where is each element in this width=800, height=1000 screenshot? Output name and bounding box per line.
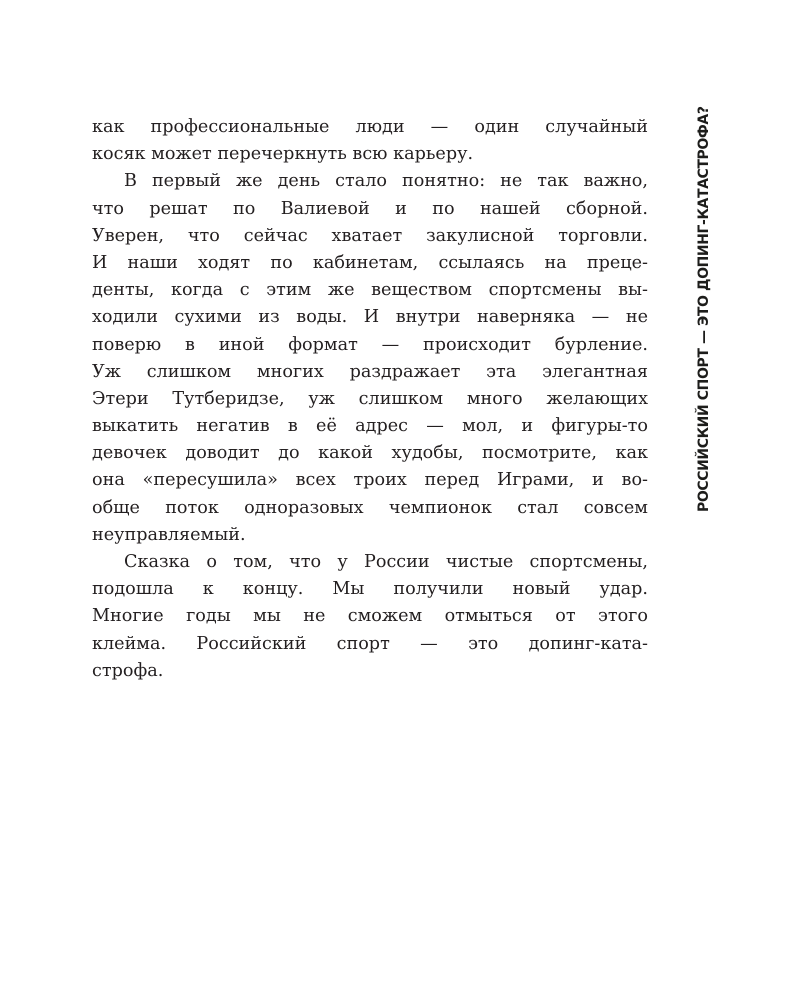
paragraph [92,168,648,549]
text-line: неуправляемый. [92,524,246,545]
text-line: строфа. [92,660,164,681]
text-line: Сказка о том, что у России чистые спортсмены, [124,552,648,572]
text-line: Уверен, что сейчас хватает закулисной торговли. [92,225,648,246]
paragraph [92,114,648,168]
text-line: И наши ходят по кабинетам, ссылаясь на преце- [92,252,648,273]
text-line: поверю в иной формат — происходит бурление. [92,334,648,355]
text-line: денты, когда с этим же веществом спортсмены вы- [92,280,648,301]
paragraph [92,549,648,685]
text-line: обще поток одноразовых чемпионок стал совсем [92,497,648,518]
text-line: что решат по Валиевой и по нашей сборной. [92,198,648,219]
text-line: подошла к концу. Мы получили новый удар. [92,579,648,600]
text-line: Этери Тутберидзе, уж слишком много желающих [92,388,648,409]
text-line: клейма. Российский спорт — это допинг-ката- [92,633,648,654]
body-text [92,114,648,685]
text-line: выкатить негатив в её адрес — мол, и фигуры-то [92,416,648,437]
text-line: Многие годы мы не сможем отмыться от этого [92,606,648,627]
text-line: ходили сухими из воды. И внутри наверняка — не [92,307,648,328]
text-line: как профессиональные люди — один случайный [92,117,648,137]
text-line: она «пересушила» всех троих перед Играми, и во- [92,470,648,491]
text-line: В первый же день стало понятно: не так важно, [124,171,648,192]
text-line: Уж слишком многих раздражает эта элегантная [92,361,648,382]
text-line: девочек доводит до какой худобы, посмотрите, как [92,443,648,464]
text-line: косяк может перечеркнуть всю карьеру. [92,144,474,165]
running-head: РОССИЙСКИЙ СПОРТ — ЭТО ДОПИНГ-КАТАСТРОФА? [696,106,712,512]
